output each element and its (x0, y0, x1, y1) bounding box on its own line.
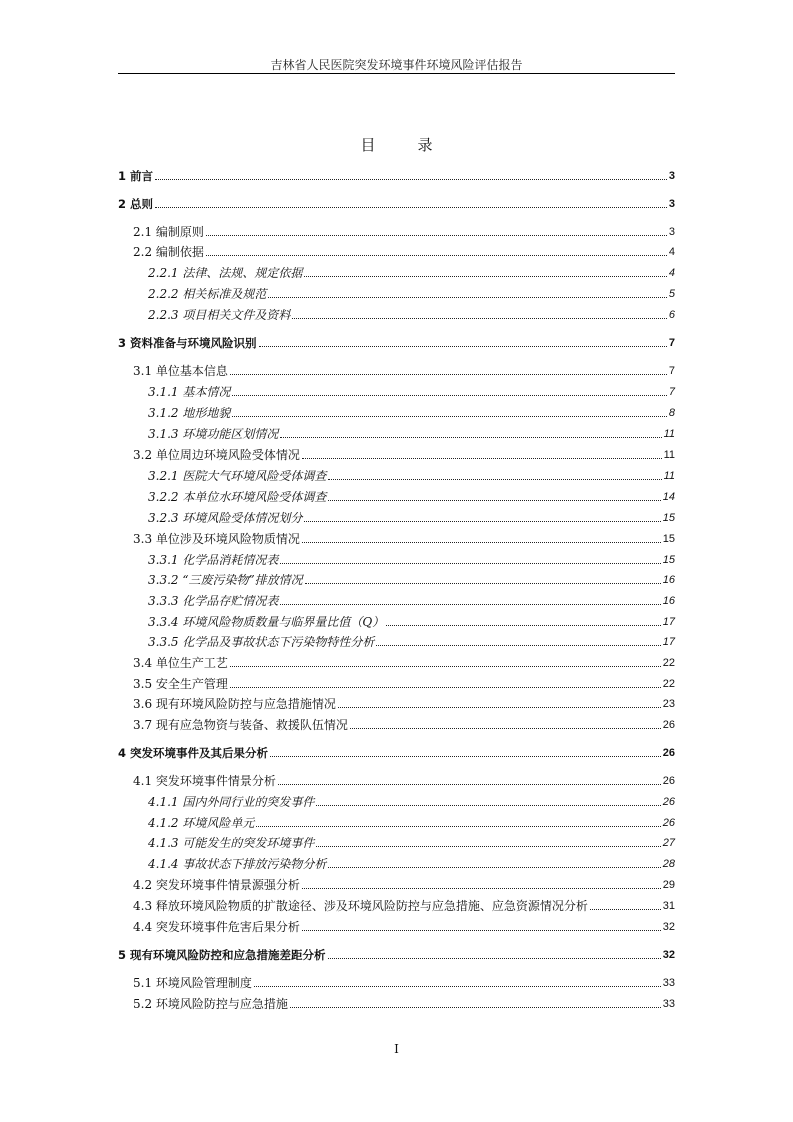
toc-entry[interactable] (133, 993, 675, 1011)
toc-entry-page: 4 (668, 246, 675, 258)
toc-entry-title: 3.3.1 化学品消耗情况表 (148, 553, 279, 567)
toc-entry-title: 2.2.3 项目相关文件及资料 (148, 308, 291, 322)
toc-entry-title: 4.1.3 可能发生的突发环境事件 (148, 836, 315, 850)
toc-entry-title: 3.3.2 “三废污染物”排放情况 (148, 573, 303, 587)
toc-entry-page: 27 (662, 837, 675, 849)
toc-entry-title: 2.2 编制依据 (133, 245, 204, 259)
toc-entry-page: 31 (662, 900, 675, 912)
toc-entry[interactable] (133, 972, 675, 990)
toc-entry[interactable] (148, 486, 675, 504)
toc-entry[interactable] (133, 241, 675, 259)
toc-entry[interactable] (133, 652, 675, 670)
toc-entry-page: 11 (663, 470, 675, 482)
page-header: 吉林省人民医院突发环境事件环境风险评估报告 (270, 58, 523, 72)
toc-entry-title: 3.2.2 本单位水环境风险受体调查 (148, 490, 327, 504)
toc-entry[interactable] (133, 895, 675, 913)
toc-leader-dots (350, 728, 661, 729)
toc-entry-page: 26 (662, 796, 675, 808)
toc-leader-dots (280, 604, 660, 605)
toc-entry[interactable] (118, 165, 675, 183)
toc-entry-title: 3.5 安全生产管理 (133, 677, 228, 691)
toc-entry-page: 26 (662, 747, 675, 759)
toc-entry-page: 16 (662, 574, 675, 586)
toc-entry-title: 3.3 单位涉及环境风险物质情况 (133, 532, 300, 546)
toc-entry[interactable] (148, 381, 675, 399)
toc-entry-page: 17 (662, 616, 675, 628)
toc-entry-title: 4.4 突发环境事件危害后果分析 (133, 920, 300, 934)
header-divider (118, 73, 675, 74)
toc-leader-dots (304, 276, 667, 277)
toc-entry[interactable] (148, 590, 675, 608)
toc-entry-title: 4.1.4 事故状态下排放污染物分析 (148, 857, 327, 871)
toc-leader-dots (328, 958, 661, 959)
toc-leader-dots (280, 563, 660, 564)
toc-entry[interactable] (148, 812, 675, 830)
toc-entry-page: 32 (662, 949, 675, 961)
toc-entry-page: 22 (662, 678, 675, 690)
toc-entry-title: 3.2.1 医院大气环境风险受体调查 (148, 469, 327, 483)
toc-entry-title: 1 前言 (118, 169, 154, 183)
toc-entry-title: 2.2.2 相关标准及规范 (148, 287, 267, 301)
toc-leader-dots (230, 374, 667, 375)
toc-entry[interactable] (148, 283, 675, 301)
toc-entry[interactable] (148, 262, 675, 280)
toc-entry-page: 33 (662, 977, 675, 989)
toc-leader-dots (268, 297, 667, 298)
toc-entry-title: 4.1 突发环境事件情景分析 (133, 774, 276, 788)
toc-leader-dots (316, 846, 660, 847)
toc-entry-page: 15 (662, 554, 675, 566)
toc-entry-page: 3 (668, 170, 675, 182)
toc-entry-page: 17 (662, 636, 675, 648)
toc-leader-dots (302, 930, 661, 931)
toc-entry-title: 3.3.5 化学品及事故状态下污染物特性分析 (148, 635, 375, 649)
toc-entry-page: 7 (668, 386, 675, 398)
toc-entry[interactable] (148, 569, 675, 587)
toc-entry[interactable] (133, 528, 675, 546)
toc-leader-dots (316, 805, 660, 806)
toc-entry-title: 3.3.4 环境风险物质数量与临界量比值（Q） (148, 615, 385, 629)
toc-entry-page: 26 (662, 719, 675, 731)
toc-entry[interactable] (118, 742, 675, 760)
toc-leader-dots (256, 826, 660, 827)
toc-leader-dots (230, 666, 661, 667)
toc-entry[interactable] (148, 507, 675, 525)
toc-entry-page: 4 (668, 267, 675, 279)
toc-entry-title: 4.2 突发环境事件情景源强分析 (133, 878, 300, 892)
toc-entry-page: 28 (662, 858, 675, 870)
toc-leader-dots (302, 458, 662, 459)
toc-entry-page: 26 (662, 817, 675, 829)
toc-leader-dots (302, 542, 661, 543)
toc-entry-title: 2.2.1 法律、法规、规定依据 (148, 266, 303, 280)
toc-entry[interactable] (118, 193, 675, 211)
toc-entry[interactable] (148, 402, 675, 420)
toc-entry-page: 11 (663, 428, 675, 440)
toc-leader-dots (338, 707, 661, 708)
toc-entry-page: 15 (662, 512, 675, 524)
toc-entry[interactable] (148, 549, 675, 567)
toc-entry-title: 3.3.3 化学品存贮情况表 (148, 594, 279, 608)
toc-leader-dots (305, 583, 661, 584)
toc-entry-title: 3.1.3 环境功能区划情况 (148, 427, 279, 441)
toc-entry-title: 2 总则 (118, 197, 154, 211)
toc-leader-dots (590, 909, 661, 910)
toc-leader-dots (304, 521, 660, 522)
toc-entry-title: 5.1 环境风险管理制度 (133, 976, 252, 990)
toc-leader-dots (206, 255, 667, 256)
toc-entry-title: 3.1 单位基本信息 (133, 364, 228, 378)
toc-leader-dots (290, 1007, 661, 1008)
toc-entry[interactable] (133, 673, 675, 691)
toc-entry-title: 5 现有环境风险防控和应急措施差距分析 (118, 948, 326, 962)
toc-entry[interactable] (133, 360, 675, 378)
toc-entry-page: 26 (662, 775, 675, 787)
toc-entry-page: 8 (668, 407, 675, 419)
toc-entry-title: 3.2.3 环境风险受体情况划分 (148, 511, 303, 525)
toc-entry-page: 5 (668, 288, 675, 300)
toc-heading: 目录 (360, 136, 475, 154)
toc-entry-page: 32 (662, 921, 675, 933)
toc-entry[interactable] (118, 944, 675, 962)
toc-entry[interactable] (133, 770, 675, 788)
toc-entry-page: 11 (663, 449, 675, 461)
toc-entry[interactable] (133, 221, 675, 239)
toc-entry-page: 7 (668, 337, 675, 349)
toc-entry[interactable] (148, 832, 675, 850)
toc-entry-title: 5.2 环境风险防控与应急措施 (133, 997, 288, 1011)
toc-leader-dots (232, 416, 667, 417)
toc-entry[interactable] (133, 874, 675, 892)
toc-leader-dots (259, 346, 667, 347)
toc-entry[interactable] (148, 423, 675, 441)
toc-leader-dots (280, 437, 661, 438)
toc-entry-page: 14 (662, 491, 675, 503)
toc-entry-title: 4.3 释放环境风险物质的扩散途径、涉及环境风险防控与应急措施、应急资源情况分析 (133, 899, 588, 913)
toc-leader-dots (386, 625, 661, 626)
toc-entry[interactable] (133, 714, 675, 732)
toc-entry-page: 15 (662, 533, 675, 545)
toc-leader-dots (302, 888, 661, 889)
toc-entry-title: 4.1.1 国内外同行业的突发事件 (148, 795, 315, 809)
toc-entry-title: 3.7 现有应急物资与装备、救援队伍情况 (133, 718, 348, 732)
page-number: I (394, 1042, 399, 1056)
toc-entry[interactable] (133, 693, 675, 711)
toc-entry-page: 6 (668, 309, 675, 321)
toc-leader-dots (376, 645, 660, 646)
toc-entry-title: 3.6 现有环境风险防控与应急措施情况 (133, 697, 336, 711)
toc-entry[interactable] (148, 791, 675, 809)
toc-entry-page: 29 (662, 879, 675, 891)
toc-entry-page: 3 (668, 226, 675, 238)
toc-leader-dots (206, 235, 667, 236)
toc-leader-dots (232, 395, 667, 396)
toc-leader-dots (328, 479, 661, 480)
toc-leader-dots (155, 179, 667, 180)
toc-entry[interactable] (133, 444, 675, 462)
toc-entry-title: 3 资料准备与环境风险识别 (118, 336, 257, 350)
toc-entry-title: 3.1.1 基本情况 (148, 385, 231, 399)
toc-entry[interactable] (148, 465, 675, 483)
toc-entry-title: 3.1.2 地形地貌 (148, 406, 231, 420)
toc-entry-title: 3.2 单位周边环境风险受体情况 (133, 448, 300, 462)
toc-leader-dots (328, 500, 660, 501)
toc-entry-title: 3.4 单位生产工艺 (133, 656, 228, 670)
toc-entry[interactable] (148, 853, 675, 871)
toc-entry-page: 7 (668, 365, 675, 377)
toc-leader-dots (270, 756, 661, 757)
toc-leader-dots (292, 318, 667, 319)
toc-entry-page: 22 (662, 657, 675, 669)
toc-leader-dots (278, 784, 661, 785)
toc-leader-dots (254, 986, 661, 987)
toc-entry[interactable] (148, 611, 675, 629)
toc-leader-dots (155, 207, 667, 208)
toc-entry[interactable] (148, 304, 675, 322)
toc-entry-title: 4.1.2 环境风险单元 (148, 816, 255, 830)
toc-entry-page: 23 (662, 698, 675, 710)
toc-entry-title: 4 突发环境事件及其后果分析 (118, 746, 269, 760)
toc-entry-page: 33 (662, 998, 675, 1010)
toc-leader-dots (230, 687, 661, 688)
toc-entry-page: 16 (662, 595, 675, 607)
toc-entry-page: 3 (668, 198, 675, 210)
toc-entry[interactable] (148, 631, 675, 649)
toc-entry[interactable] (133, 916, 675, 934)
toc-entry-title: 2.1 编制原则 (133, 225, 204, 239)
toc-entry[interactable] (118, 332, 675, 350)
toc-leader-dots (328, 867, 660, 868)
